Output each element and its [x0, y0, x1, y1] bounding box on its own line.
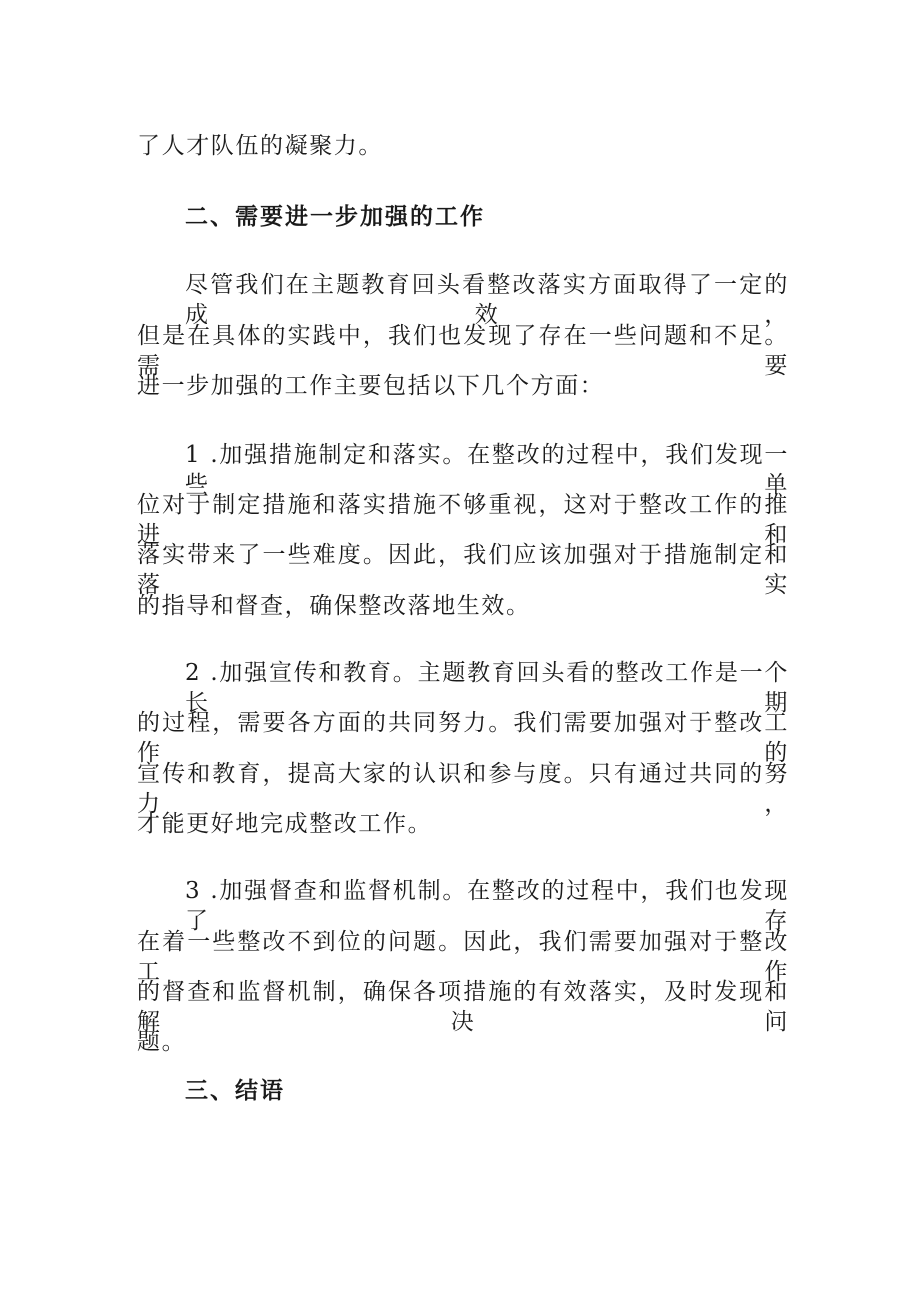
list-item-3-line: 题。	[137, 1029, 187, 1055]
list-item-1-line: 的指导和督查，确保整改落地生效。	[137, 593, 531, 619]
list-item-1-line: 1 .加强措施制定和落实。在整改的过程中，我们发现一些单	[185, 442, 789, 498]
list-item-2-line: 的过程，需要各方面的共同努力。我们需要加强对于整改工作的	[137, 710, 789, 766]
section-heading-3: 三、结语	[185, 1077, 285, 1104]
list-item-2-line: 宣传和教育，提高大家的认识和参与度。只有通过共同的努力，	[137, 761, 789, 817]
paragraph-line: 进一步加强的工作主要包括以下几个方面：	[137, 373, 605, 399]
list-item-3-line: 3 .加强督查和监督机制。在整改的过程中，我们也发现了存	[185, 878, 789, 934]
list-item-3-line: 在着一些整改不到位的问题。因此，我们需要加强对于整改工作	[137, 929, 789, 985]
section-heading-2: 二、需要进一步加强的工作	[185, 203, 485, 230]
list-item-1-line: 位对于制定措施和落实措施不够重视，这对于整改工作的推进和	[137, 492, 789, 548]
list-item-1-line: 落实带来了一些难度。因此，我们应该加强对于措施制定和落实	[137, 542, 789, 598]
paragraph-line: 了人才队伍的凝聚力。	[137, 133, 383, 159]
list-item-2-line: 才能更好地完成整改工作。	[137, 811, 433, 837]
list-item-2-line: 2 .加强宣传和教育。主题教育回头看的整改工作是一个长期	[185, 660, 789, 716]
list-item-3-line: 的督查和监督机制，确保各项措施的有效落实，及时发现和解决问	[137, 979, 789, 1035]
paragraph-line: 尽管我们在主题教育回头看整改落实方面取得了一定的成效，	[185, 272, 789, 328]
paragraph-line: 但是在具体的实践中，我们也发现了存在一些问题和不足。需要	[137, 323, 789, 379]
